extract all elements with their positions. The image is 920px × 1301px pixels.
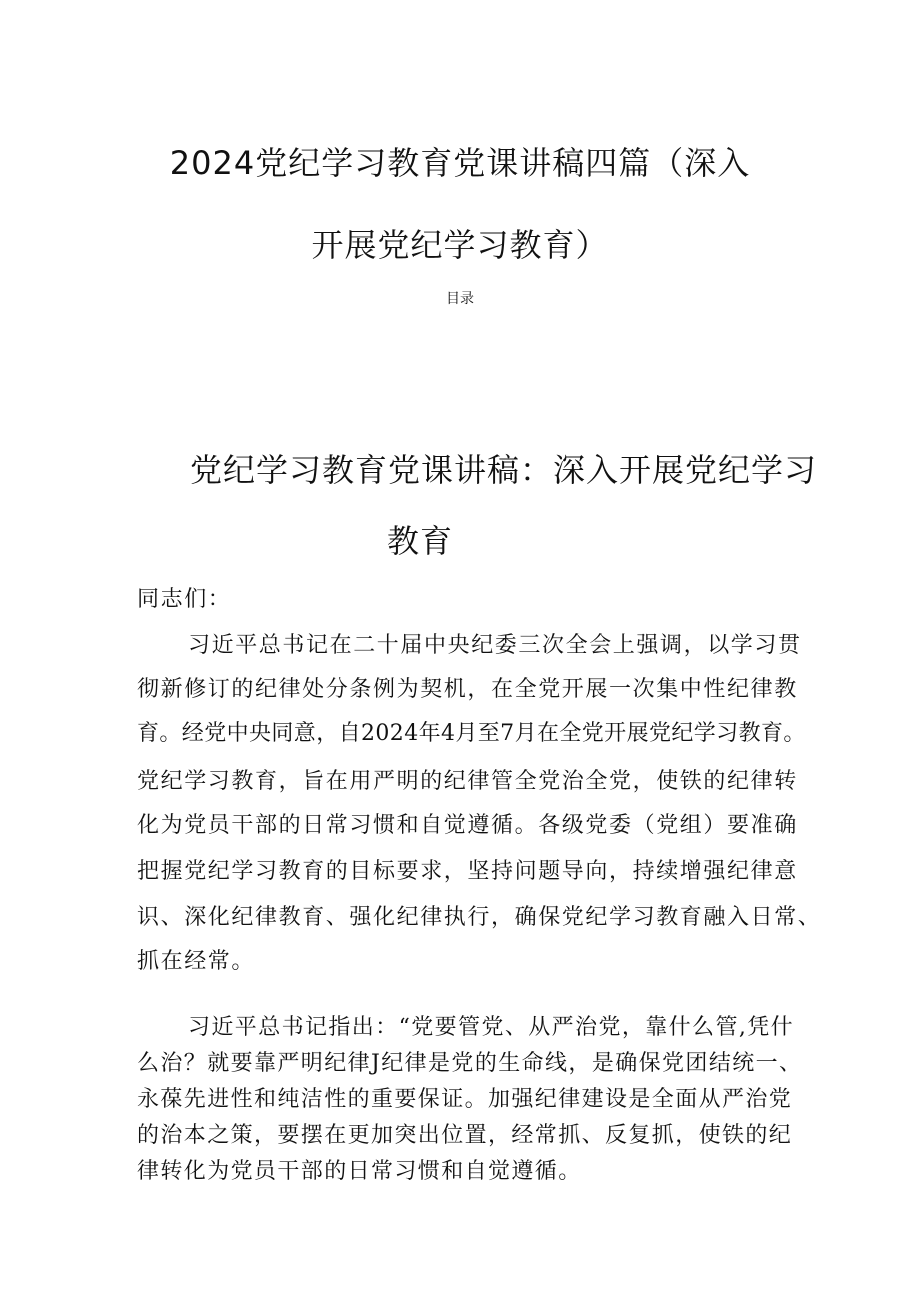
table-of-contents-label: 目录 [446,291,474,307]
paragraph-2-line: 律转化为党员干部的日常习惯和自觉遵循。 [137,1159,582,1184]
paragraph-1-line: 党纪学习教育，旨在用严明的纪律管全党治全党，使铁的纪律转 [137,769,798,794]
document-title-line-1: 2024党纪学习教育党课讲稿四篇（深入 [169,144,751,182]
paragraph-1-line: 彻新修订的纪律处分条例为契机，在全党开展一次集中性纪律教 [137,677,798,702]
paragraph-1-line: 化为党员干部的日常习惯和自觉遵循。各级党委（党组）要准确 [137,813,798,838]
section-title-line-1: 党纪学习教育党课讲稿：深入开展党纪学习 [190,451,818,489]
section-title-line-2: 教育 [386,522,453,560]
paragraph-2-line: 么治？就要靠严明纪律J纪律是党的生命线，是确保党团结统一、 [137,1051,803,1076]
paragraph-1-line: 习近平总书记在二十届中央纪委三次全会上强调，以学习贯 [188,633,802,658]
document-title-line-2: 开展党纪学习教育） [311,226,609,264]
paragraph-1-line: 识、深化纪律教育、强化纪律执行，确保党纪学习教育融入日常、 [137,905,822,930]
paragraph-2-line: 永葆先进性和纯洁性的重要保证。加强纪律建设是全面从严治党 [137,1087,793,1112]
paragraph-1-line: 育。经党中央同意，自2024年4月至7月在全党开展党纪学习教育。 [137,721,806,746]
paragraph-1-line: 把握党纪学习教育的目标要求，坚持问题导向，持续增强纪律意 [137,859,798,884]
paragraph-2-line: 习近平总书记指出：“党要管党、从严治党，靠什么管,凭什 [188,1015,795,1040]
salutation: 同志们： [137,587,232,612]
paragraph-2-line: 的治本之策，要摆在更加突出位置，经常抓、反复抓，使铁的纪 [137,1123,793,1148]
paragraph-1-line: 抓在经常。 [137,949,256,974]
